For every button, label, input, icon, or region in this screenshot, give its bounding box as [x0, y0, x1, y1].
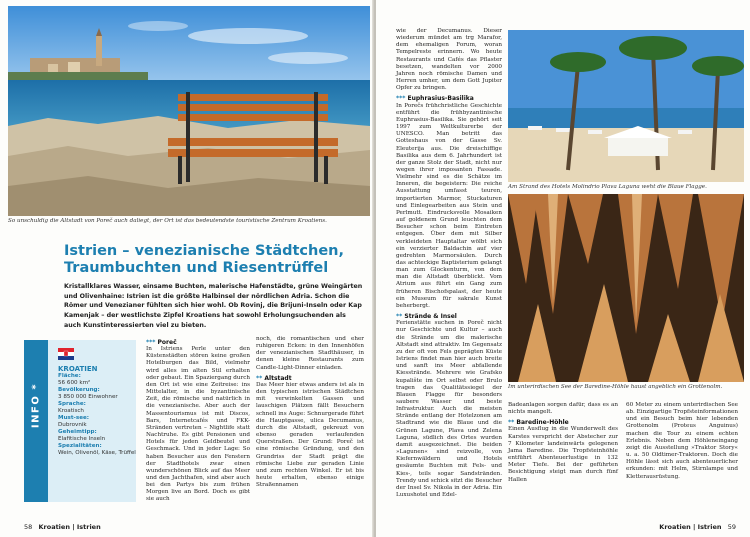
info-key: Sprache:: [58, 401, 86, 407]
top-photo-caption: So unschuldig die Altstadt von Poreč auch daliegt, der Ort ist das bedeutendste touristische Zentrum Kroatiens.: [8, 218, 327, 224]
rating-stars: **: [396, 313, 403, 321]
info-value: 3 850 000 Einwohner: [58, 394, 118, 400]
running-footer: Kroatien | Istrien: [38, 523, 101, 531]
info-value: 56 600 km²: [58, 380, 91, 386]
cave-photo-caption: Im unterirdischen See der Baredine-Höhle haust angeblich ein Grottenolm.: [508, 384, 723, 390]
rating-stars: ***: [146, 339, 156, 346]
porec-bench-photo: [8, 6, 370, 216]
rating-stars: **: [508, 419, 515, 427]
section-heading-text: Altstadt: [264, 374, 292, 382]
info-key: Spezialitäten:: [58, 443, 102, 449]
paragraph: In Istriens Perle unter den Küstenstädten stören keine großen Hotelburgen das Bild, vielmehr wird alles im alten Stil erhalten oder gebaut. Ein Spaziergang durch den Ort ist wie eine Zeitreise: ins Mittelalter, in die byzantinische Zeit, die römische und natürlich in die venezianische. Aber auch der Massentourismus ist mit Discos, Bars, Internetcafés und FKK-Stränden vertreten – Nightlife statt Nachtruhe. Es gibt Pensionen und Hotels für jeden Geldbeutel und Geschmack. Und in jeder Lage: So haben Besucher aus den Fenstern der Stadthotels zwar einen wunderschönen Blick auf das Meer und den Jachthafen, sind aber auch bei den Partys bis zum frühen Morgen live an Bord. Doch es gibt sie auch: [146, 346, 250, 503]
paragraph: Einen Ausflug in die Wunderwelt des Karstes verspricht der Abstecher zur 7 Kilometer landeinwärts gelegenen Jama Baredine. Die Tropfsteinhöhle entführt Abenteuerlustige in 132 Meter Tiefe. Bei der geführten Besichtigung steigt man durch fünf Hallen: [508, 426, 618, 483]
beach-photo: [508, 30, 744, 182]
info-key: Bevölkerung:: [58, 387, 100, 393]
right-column-1: [396, 28, 502, 499]
section-heading-text: Poreč: [157, 339, 177, 346]
rating-stars: ***: [396, 95, 406, 103]
info-value: Kroatisch: [58, 408, 84, 414]
running-footer: Kroatien | Istrien: [659, 523, 722, 531]
section-heading-porec: [146, 339, 250, 346]
right-column-3: [626, 402, 738, 481]
info-label: [31, 376, 42, 436]
asterisk-icon: *: [30, 382, 42, 390]
cave-photo: [508, 194, 744, 382]
croatia-flag-icon: [58, 348, 74, 360]
info-value: Elafitische Inseln: [58, 436, 106, 442]
right-column-2: [508, 402, 618, 484]
info-content: [58, 364, 158, 457]
porec-bench-illustration: [8, 6, 370, 216]
section-heading-text: Euphrasius-Basilika: [407, 95, 474, 103]
info-value: Dubrovnik: [58, 422, 87, 428]
right-footer: [659, 523, 736, 531]
left-column-1: [146, 336, 250, 504]
info-box: [24, 340, 136, 502]
page-number: 59: [727, 523, 736, 531]
section-heading-text: Baredine-Höhle: [516, 419, 569, 427]
left-footer: [24, 523, 101, 531]
paragraph: In Porečs frühchristliche Geschichte entführt die frühbyzantinische Euphrasius-Basilika. Sie gehört seit 1997 zum Weltkulturerbe der UNESCO. Man betritt das Gotteshaus von der Gasse Sv. Eleuterija aus. Die dreischiffige Basilika aus dem 6. Jahrhundert ist der ganze Stolz der Stadt, nicht nur wegen ihrer imposanten Fassade. Vielmehr sind es die Schätze im Inneren, die begeistern: Die reiche Ausstattung umfasst teuren, importierten Marmor, Stuckaturen und Einlegearbeiten aus Stein und Perlmutt. Eindrucksvolle Mosaiken auf goldenem Grund leuchten dem Besucher schon beim Eintreten entgegen. Über dem mit Silber verkleideten Hauptaltar wölbt sich ein verzierter Baldachin auf vier gedrehten Marmorsäulen. Durch das achteckige Baptisterium gelangt man zum Glockenturm, von dem man die Altstadt überblickt. Vom Atrium aus führt ein Gang zum früheren Bischofspalast, der heute ein Museum für sakrale Kunst beherbergt.: [396, 102, 502, 309]
info-key: Must-see:: [58, 415, 90, 421]
info-value: Wein, Olivenöl, Käse, Trüffel: [58, 450, 136, 456]
info-key: Geheimtipp:: [58, 429, 97, 435]
info-country: KROATIEN: [58, 365, 98, 373]
left-page: [0, 0, 374, 537]
paragraph: Badeanlagen sorgen dafür, dass es an nichts mangelt.: [508, 402, 618, 416]
section-heading-baredine: [508, 419, 618, 426]
beach-palms-illustration: [508, 30, 744, 182]
paragraph: wie der Decumanus. Dieser wiederum mündet am trg Marafor, dem ehemaligen Forum, woran Tempelreste erinnern. Wo heute Restaurants und Cafés das Pflaster besetzen, wandelten vor 2000 Jahren noch römische Damen und Herren umher, um dem Gott Jupiter Opfer zu bringen.: [396, 28, 502, 92]
paragraph: Das Meer hier etwas anders ist als in den typischen istrischen Städtchen mit verwinkelten Gassen und lauschigen Plätzen fällt Besuchern schnell ins Auge: Schnurgerade führt die Hauptgasse, ulica Decumanus, durch die Altstadt, gekreuzt von ebenso geraden verlaufenden Querstraßen. Der Grund: Poreč ist eine römische Gründung, und den Grundriss der Stadt prägt die römische Liebe zur geraden Linie und zum rechten Winkel. Er ist bis heute erhalten, ebenso einige Straßennamen: [256, 381, 364, 489]
info-box-body: [48, 340, 136, 502]
rating-stars: **: [256, 374, 263, 382]
paragraph: 60 Meter zu einem unterirdischen See ab. Einzigartige Tropfsteinformationen und ein Besuch beim hier lebenden Grottenolm (Proteus Anguinus) machen die Tour zu einem echten Erlebnis. Neben dem Höhleneingang zeigt die Ausstellung »Traktor Story« u. a. 50 Oldtimer-Traktoren. Doch die Höhle lässt sich auch abenteuerlicher erkunden: mit Helm, Stirnlampe und Kletterausrüstung.: [626, 402, 738, 480]
info-key: Fläche:: [58, 373, 81, 379]
page-number: 58: [24, 523, 33, 531]
section-heading-altstadt: [256, 375, 364, 382]
cave-stalactites-illustration: [508, 194, 744, 382]
article-headline: Istrien – venezianische Städtchen, Traumbuchten und Riesentrüffel: [64, 243, 344, 276]
section-heading-basilika: [396, 95, 502, 102]
paragraph: Ferienstätte suchen in Poreč nicht nur Geschichte und Kultur – auch die Strände um die malerische Altstadt sind attraktiv. Im Gegensatz zu der oft von Fels geprägten Küste Istriens findet man hier auch breite und sanft ins Meer abfallende Kiesstrände. Mehrere wie Grafsko kupalište im Ort selbst oder Brulo tragen das Qualitätssiegel der Blauen Flagge für besonders saubere Wasser und beste Infrastruktur. Auch die meisten Strände entlang der Hotelzonen am Stadtrand wie die Blaue und die Grünen Lagune, Plava und Zelena Laguna, südlich des Ortes wurden damit ausgezeichnet. Die beiden »Lagunen« sind reizvolle, von Kiefernwäldern und Hotels gesäumte Buchten mit Fels- und Kies-, teils sogar Sandstränden. Trendy und schick sitzt die Besucher der Insel Sv. Nikola in der Adria. Ein Luxushotel und Edel-: [396, 320, 502, 498]
info-label-text: INFO: [30, 394, 42, 429]
info-strip: [24, 340, 48, 502]
section-heading-text: Strände & Insel: [404, 313, 457, 321]
paragraph: noch, die romantischen und eher ruhigeren Ecken: in den Innenhöfen der venezianischen Stadthäuser, in denen kleine Restaurants zum Candle-Light-Dinner einladen.: [256, 336, 364, 371]
article-intro: Kristallklares Wasser, einsame Buchten, malerische Hafenstädte, grüne Weingärten und Olivenhaine: Istrien ist die größte Halbinsel der nördlichen Adria. Schon die Römer und Venezianer fühlten sich hier wohl. Ob Rovinj, die Brijuni-Inseln oder Kap Kamenjak – der westlichste Zipfel Kroatiens hat sowohl Erholungsuchenden als auch Kunstinteressierten viel zu bieten.: [64, 283, 363, 329]
beach-photo-caption: Am Strand des Hotels Molindrio Plava Laguna weht die Blaue Flagge.: [508, 184, 707, 190]
left-column-2: [256, 336, 364, 489]
right-page: [376, 0, 750, 537]
